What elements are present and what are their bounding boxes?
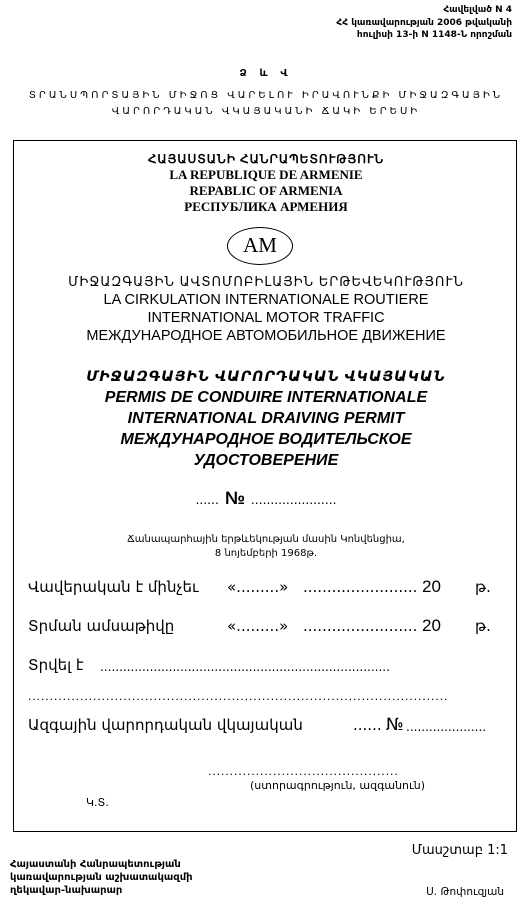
permit-en: INTERNATIONAL DRAIVING PERMIT bbox=[127, 410, 405, 427]
issue-date-year-prefix: 20 bbox=[422, 616, 441, 635]
valid-until-year-suffix: թ. bbox=[475, 578, 491, 596]
form-number: Ձ և Վ bbox=[239, 68, 293, 79]
issue-date-label: Տրման ամսաթիվը bbox=[28, 617, 175, 635]
convention-note bbox=[0, 533, 532, 561]
national-license-row bbox=[28, 716, 508, 738]
document-heading bbox=[0, 88, 532, 120]
issued-by-label: Տրվել է bbox=[28, 656, 84, 674]
number-symbol: № bbox=[224, 488, 245, 508]
traffic-hy: ՄԻՋԱԶԳԱՅԻՆ ԱՎՏՈՄՈԲԻԼԱՅԻՆ ԵՐԹԵՎԵԿՈՒԹՅՈՒՆ bbox=[68, 274, 464, 289]
issue-date-day-field[interactable]: «.........» bbox=[227, 617, 289, 635]
country-code-oval: AM bbox=[227, 227, 293, 265]
state-name-en: REPABLIC OF ARMENIA bbox=[189, 183, 343, 198]
valid-until-month-field[interactable]: ........................ bbox=[303, 578, 418, 596]
traffic-fr: LA CIRKULATION INTERNATIONALE ROUTIERE bbox=[103, 292, 429, 308]
issued-by-row bbox=[28, 656, 508, 678]
permit-ru-1: МЕЖДУНАРОДНОЕ ВОДИТЕЛЬСКОЕ bbox=[120, 431, 412, 448]
permit-number-left-dots: ...... bbox=[195, 491, 219, 507]
signature-field[interactable]: ............................................ bbox=[208, 764, 399, 778]
scale-note: Մասշտաբ 1:1 bbox=[411, 843, 508, 858]
seal-place: Կ.Տ. bbox=[86, 796, 109, 809]
signature-caption: (ստորագրություն, ազգանուն) bbox=[250, 779, 426, 792]
traffic-ru: МЕЖДУНАРОДНОЕ АВТОМОБИЛЬНОЕ ДВИЖЕНИЕ bbox=[86, 328, 446, 344]
state-name-ru: РЕСПУБЛИКА АРМЕНИЯ bbox=[184, 199, 348, 214]
state-name-fr: LA REPUBLIQUE DE ARMENIE bbox=[169, 167, 363, 182]
permit-ru-2: УДОСТОВЕРЕНИЕ bbox=[193, 452, 339, 469]
permit-hy: ՄԻՋԱԶԳԱՅԻՆ ՎԱՐՈՐԴԱԿԱՆ ՎԿԱՅԱԿԱՆ bbox=[86, 368, 446, 384]
valid-until-day-field[interactable]: «.........» bbox=[227, 578, 289, 596]
issued-by-continuation-field[interactable]: ................................................................................................. bbox=[28, 689, 449, 703]
minister-title bbox=[10, 858, 193, 897]
convention-line-1: Ճանապարհային երթևեկության մասին Կոնվենցիա, bbox=[127, 534, 405, 545]
valid-until-year-prefix: 20 bbox=[422, 577, 441, 596]
valid-until-row bbox=[28, 578, 508, 600]
traffic-en: INTERNATIONAL MOTOR TRAFFIC bbox=[147, 310, 385, 326]
valid-until-label: Վավերական է մինչեւ bbox=[28, 578, 199, 596]
issue-date-year-suffix: թ. bbox=[475, 617, 491, 635]
minister-name: Ս. Թոփուզյան bbox=[426, 886, 504, 898]
convention-line-2: 8 նոյեմբերի 1968թ. bbox=[214, 548, 318, 559]
issued-by-field[interactable]: ............................................................................ bbox=[100, 660, 390, 674]
national-license-series-field[interactable]: ...... bbox=[353, 716, 382, 734]
permit-title-block bbox=[0, 366, 532, 471]
state-name-block bbox=[0, 151, 532, 215]
national-license-number-field[interactable]: ..................... bbox=[406, 720, 487, 734]
issue-date-month-field[interactable]: ........................ bbox=[303, 617, 418, 635]
annex-header bbox=[336, 4, 512, 42]
issue-date-row bbox=[28, 617, 508, 639]
permit-number-line bbox=[0, 488, 532, 509]
minister-title-line-2: կառավարության աշխատակազմի bbox=[10, 872, 193, 883]
minister-title-line-3: ղեկավար-նախարար bbox=[10, 885, 123, 896]
traffic-title-block bbox=[0, 273, 532, 345]
state-name-hy: ՀԱՅԱՍՏԱՆԻ ՀԱՆՐԱՊԵՏՈՒԹՅՈՒՆ bbox=[147, 152, 385, 166]
heading-line-1: ՏՐԱՆՍՊՈՐՏԱՅԻՆ ՄԻՋՈՑ ՎԱՐԵԼՈՒ ԻՐԱՎՈՒՆՔԻ ՄԻՋԱԶԳԱՅԻՆ bbox=[28, 90, 504, 101]
annex-line-2: ՀՀ կառավարության 2006 թվականի bbox=[336, 17, 512, 28]
national-license-label: Ազգային վարորդական վկայական bbox=[28, 716, 303, 734]
annex-line-1: Հավելված N 4 bbox=[443, 5, 512, 15]
permit-number-right-dots: ...................... bbox=[250, 491, 337, 507]
permit-fr: PERMIS DE CONDUIRE INTERNATIONALE bbox=[104, 389, 428, 406]
heading-line-2: ՎԱՐՈՐԴԱԿԱՆ ՎԿԱՅԱԿԱՆԻ ՃԱԿԻ ԵՐԵՍԻ bbox=[111, 106, 421, 117]
annex-line-3: հուլիսի 13-ի N 1148-Ն որոշման bbox=[356, 30, 512, 40]
national-license-number-symbol: № bbox=[386, 715, 404, 735]
minister-title-line-1: Հայաստանի Հանրապետության bbox=[10, 859, 181, 870]
